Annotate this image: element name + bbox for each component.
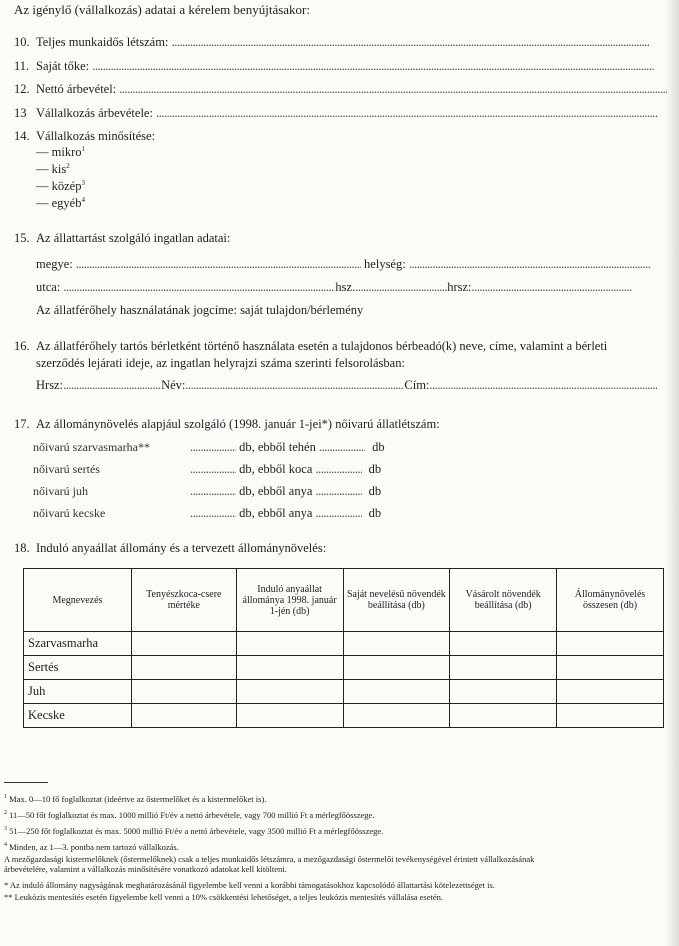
fill-line[interactable] xyxy=(172,35,650,50)
table-row xyxy=(24,680,664,704)
footnote-divider xyxy=(4,782,48,783)
footnote-4: $^4$ Minden, az 1—3. pontba nem tartozó vállalkozás. xyxy=(4,841,179,852)
option-small[interactable]: — kis$^2$ xyxy=(36,162,70,177)
fill-line[interactable] xyxy=(92,59,654,74)
fill-line[interactable] xyxy=(156,106,658,121)
herd-cattle-row: ..... db, ebből tehén ..... db xyxy=(190,440,385,455)
table-cell[interactable] xyxy=(557,680,664,704)
table-cell[interactable] xyxy=(450,632,557,656)
herd-label-pig: nőivarú sertés xyxy=(33,462,100,476)
lease-name-fill[interactable] xyxy=(185,378,404,393)
herd-label-sheep: nőivarú juh xyxy=(33,484,88,498)
col-header-name: Megnevezés xyxy=(24,569,132,632)
field-classification: 14. Vállalkozás minősítése: xyxy=(14,129,156,143)
property-section-title: 15. Az állattartást szolgáló ingatlan adatai: xyxy=(14,231,231,245)
lease-row: Hrsz:..... Név:..... Cím:..... xyxy=(36,378,657,393)
table-cell[interactable] xyxy=(557,656,664,680)
col-header-own-raised: Saját nevelésű növendék beállítása (db) xyxy=(343,569,450,632)
street-fill[interactable] xyxy=(63,280,335,295)
table-cell[interactable] xyxy=(450,680,557,704)
table-row xyxy=(24,632,664,656)
footnote-2: $^2$ 11—50 főt foglalkoztat és max. 1000 millió Ft/év a nettó árbevétele, vagy 700 millió Ft a mérlegfőösszege. xyxy=(4,809,375,820)
footnote-3: $^3$ 51—250 főt foglalkoztat és max. 5000 millió Ft/év a nettó árbevétele, vagy 3500 millió Ft a mérlegfőösszege. xyxy=(4,825,384,836)
table-cell[interactable] xyxy=(236,656,343,680)
lease-question: 16. Az állatférőhely tartós bérletként történő használata esetén a tulajdonos bérbeadó(k) neve, címe, valamint a bérleti szerződés lejárati ideje, az ingatlan helyrajzi száma szerinti felsorolásban: xyxy=(14,339,608,370)
herd-label-cattle: nőivarú szarvasmarha** xyxy=(33,440,150,454)
footnote-1: $^1$ Max. 0—10 fő foglalkoztat (ideértve az őstermelőket és a kistermelőket is). xyxy=(4,793,267,804)
option-micro[interactable]: — mikro$^1$ xyxy=(36,145,85,160)
planned-herd-title: 18. Induló anyaállat állomány és a tervezett állománynövelés: xyxy=(14,541,327,555)
field-business-revenue: 13 Vállalkozás árbevétele: ..... xyxy=(14,106,658,121)
herd-goat-row: ..... db, ebből anya ..... db xyxy=(190,506,381,521)
option-medium[interactable]: — közép$^3$ xyxy=(36,179,85,194)
herd-section-title: 17. Az állománynövelés alapjául szolgáló (1998. január 1-jei*) nőivarú állatlétszám: xyxy=(14,417,440,431)
house-number-fill[interactable] xyxy=(355,280,447,295)
table-cell[interactable] xyxy=(343,680,450,704)
footnote-star: * Az induló állomány nagyságának meghatározásánál figyelembe kell venni a korábbi támogatásokhoz kapcsolódó állattartási kötelezettséget is. xyxy=(4,880,495,890)
field-label: Teljes munkaidős létszám: xyxy=(36,35,169,49)
field-label: Nettó árbevétel: xyxy=(36,82,117,96)
table-cell[interactable] xyxy=(343,704,450,728)
table-cell[interactable] xyxy=(343,632,450,656)
field-label: Vállalkozás árbevétele: xyxy=(36,106,153,120)
field-fulltime-headcount: 10. Teljes munkaidős létszám: ..... xyxy=(14,35,650,50)
footnote-smallholders-cont: árbevételére, valamint a vállalkozás minősítésére vonatkozó adatokat kell kitölteni. xyxy=(4,864,287,874)
table-row xyxy=(24,656,664,680)
herd-label-goat: nőivarú kecske xyxy=(33,506,106,520)
col-header-total-increase: Állománynövelés összesen (db) xyxy=(557,569,664,632)
footnote-smallholders: A mezőgazdasági kistermelőknek (őstermelőknek) csak a teljes munkaidős létszámra, a mezőgazdasági őstermelői tevékenységével érintett vállalkozásának xyxy=(4,854,535,864)
table-cell[interactable] xyxy=(450,704,557,728)
table-cell[interactable] xyxy=(131,632,236,656)
table-cell[interactable] xyxy=(131,680,236,704)
field-label: Vállalkozás minősítése: xyxy=(36,129,156,143)
fill-line[interactable] xyxy=(119,82,667,97)
lease-address-fill[interactable] xyxy=(429,378,657,393)
lot-number-fill[interactable] xyxy=(472,280,632,295)
county-fill[interactable] xyxy=(76,257,361,272)
lease-lot-fill[interactable] xyxy=(63,378,161,393)
table-cell[interactable] xyxy=(131,656,236,680)
option-other[interactable]: — egyéb$^4$ xyxy=(36,196,85,211)
property-usage-title: Az állatférőhely használatának jogcíme: saját tulajdon/bérlemény xyxy=(36,303,364,317)
row-label: Sertés xyxy=(24,656,132,680)
herd-pig-row: ..... db, ebből koca ..... db xyxy=(190,462,381,477)
field-equity: 11. Saját tőke: ..... xyxy=(14,59,654,74)
table-cell[interactable] xyxy=(557,632,664,656)
col-header-purchased: Vásárolt növendék beállítása (db) xyxy=(450,569,557,632)
table-cell[interactable] xyxy=(343,656,450,680)
table-cell[interactable] xyxy=(131,704,236,728)
herd-sheep-row: ..... db, ebből anya ..... db xyxy=(190,484,381,499)
col-header-initial-stock: Induló anyaállat állománya 1998. január 1-jén (db) xyxy=(236,569,343,632)
field-label: Saját tőke: xyxy=(36,59,90,73)
page-edge-shadow xyxy=(665,0,679,946)
property-county-row: megye: ..... helység: ..... xyxy=(36,257,650,272)
field-net-revenue: 12. Nettó árbevétel: ..... xyxy=(14,82,667,97)
town-fill[interactable] xyxy=(409,257,650,272)
section-heading: Az igénylő (vállalkozás) adatai a kérelem benyújtásakor: xyxy=(14,2,310,17)
footnote-double-star: ** Leukózis mentesítés esetén figyelembe kell venni a 10% csökkentési lehetőséget, a teljes leukózis mentesítés vállalása esetén. xyxy=(4,892,444,902)
table-cell[interactable] xyxy=(236,680,343,704)
table-cell[interactable] xyxy=(236,632,343,656)
table-cell[interactable] xyxy=(236,704,343,728)
herd-table xyxy=(23,568,664,728)
table-header-row xyxy=(24,569,664,632)
col-header-sow-replacement: Tenyészkoca-csere mértéke xyxy=(131,569,236,632)
property-street-row: utca: ..... hsz...... hrsz:..... xyxy=(36,280,632,295)
row-label: Kecske xyxy=(24,704,132,728)
table-row xyxy=(24,704,664,728)
row-label: Juh xyxy=(24,680,132,704)
row-label: Szarvasmarha xyxy=(24,632,132,656)
table-cell[interactable] xyxy=(557,704,664,728)
table-cell[interactable] xyxy=(450,656,557,680)
